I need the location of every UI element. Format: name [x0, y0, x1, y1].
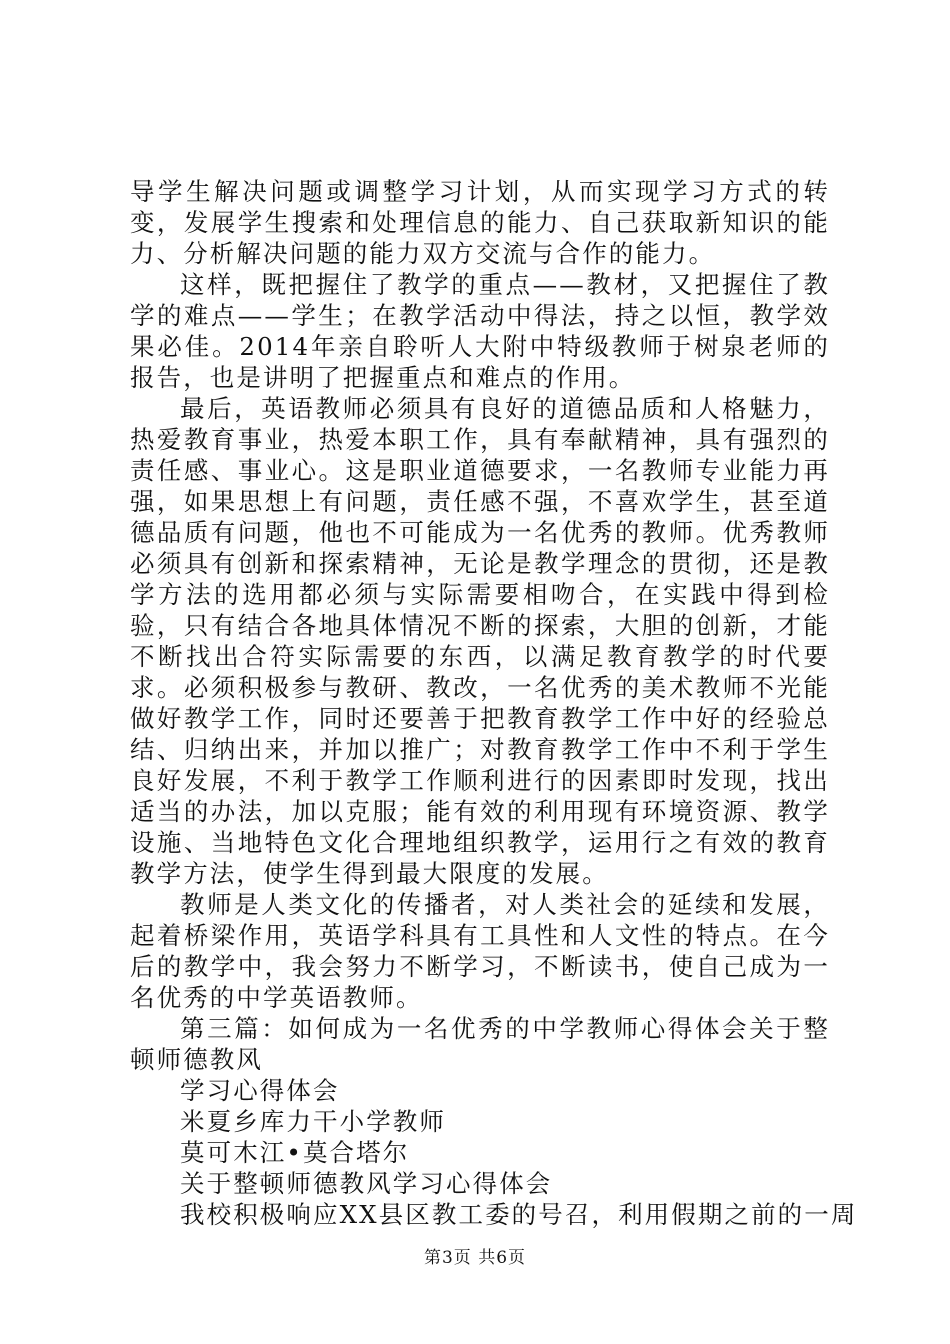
section-heading: 第三篇：如何成为一名优秀的中学教师心得体会关于整顿师德教风	[130, 1014, 830, 1074]
paragraph-continuation: 导学生解决问题或调整学习计划，从而实现学习方式的转变，发展学生搜索和处理信息的能力、自己获取新知识的能力、分析解决问题的能力双方交流与合作的能力。	[130, 177, 830, 268]
subheading-line: 学习心得体会	[180, 1076, 340, 1105]
author-name: 莫可木江•莫合塔尔	[180, 1138, 410, 1167]
article-title: 关于整顿师德教风学习心得体会	[180, 1169, 553, 1198]
article-first-line: 我校积极响应XX县区教工委的号召，利用假期之前的一周	[180, 1200, 858, 1229]
document-body	[130, 176, 858, 1230]
author-affiliation: 米夏乡库力干小学教师	[180, 1107, 446, 1136]
paragraph-teacher-ethics: 最后，英语教师必须具有良好的道德品质和人格魅力，热爱教育事业，热爱本职工作，具有奉献精神，具有强烈的责任感、事业心。这是职业道德要求，一名教师专业能力再强，如果思想上有问题，责任感不强，不喜欢学生，甚至道德品质有问题，他也不可能成为一名优秀的教师。优秀教师必须具有创新和探索精神，无论是教学理念的贯彻，还是教学方法的选用都必须与实际需要相吻合，在实践中得到检验，只有结合各地具体情况不断的探索，大胆的创新，才能不断找出合符实际需要的东西，以满足教育教学的时代要求。必须积极参与教研、教改，一名优秀的美术教师不光能做好教学工作，同时还要善于把教育教学工作中好的经验总结、归纳出来，并加以推广；对教育教学工作中不利于学生良好发展，不利于教学工作顺利进行的因素即时发现，找出适当的办法，加以克服；能有效的利用现有环境资源、教学设施、当地特色文化合理地组织教学，运用行之有效的教育教学方法，使学生得到最大限度的发展。	[130, 394, 830, 888]
paragraph-conclusion: 教师是人类文化的传播者，对人类社会的延续和发展，起着桥梁作用，英语学科具有工具性和人文性的特点。在今后的教学中，我会努力不断学习，不断读书，使自己成为一名优秀的中学英语教师。	[130, 890, 830, 1012]
paragraph-key-points: 这样，既把握住了教学的重点——教材，又把握住了教学的难点——学生；在教学活动中得法，持之以恒，教学效果必佳。2014年亲自聆听人大附中特级教师于树泉老师的报告，也是讲明了把握重点和难点的作用。	[130, 270, 830, 392]
page-number-footer: 第3页 共6页	[423, 1248, 527, 1268]
